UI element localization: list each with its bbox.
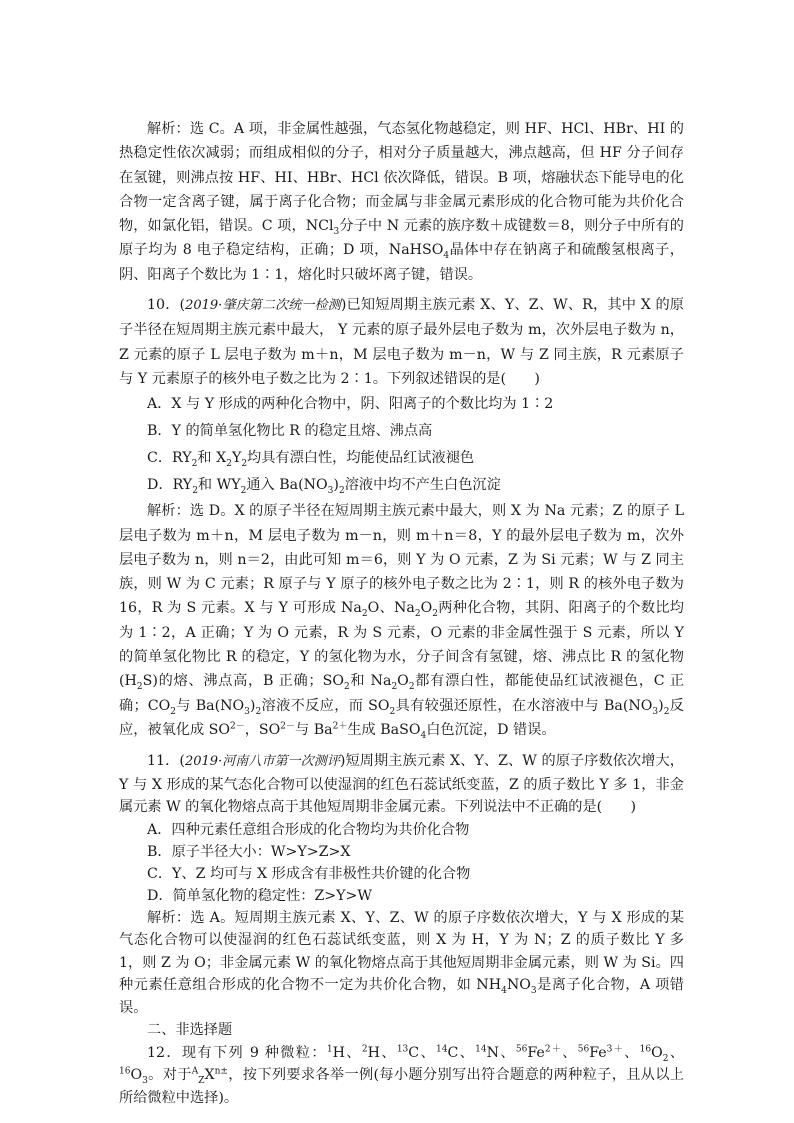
q10-stem: 10．(2019·肇庆第二次统一检测)已知短周期主族元素 X、Y、Z、W、R，其中 X 的原子半径在短周期主族元素中最大， Y 元素的原子最外层电子数为 m，次外层电子数为 n，Z 元素的原子 L 层电子数为 m＋n，M 层电子数为 m－n，W 与 Z 同主族，R 元素原子与 Y 元素原子的核外电子数之比为 2∶1。下列叙述错误的是( ) (119, 297, 684, 387)
q11-stem: 11．(2019·河南八市第一次测评)短周期主族元素 X、Y、Z、W 的原子序数依次增大，Y 与 X 形成的某气态化合物可以使湿润的红色石蕊试纸变蓝，Z 的质子数比 Y 多 1，非金属元素 W 的氧化物熔点高于其他短周期非金属元素。下列说法中不正确的是( ) (119, 753, 684, 816)
q10-option-b: B．Y 的简单氢化物比 R 的稳定且熔、沸点高 (147, 423, 433, 440)
q11-analysis: 解析：选 A。短周期主族元素 X、Y、Z、W 的原子序数依次增大，Y 与 X 形成的某气态化合物可以使湿润的红色石蕊试纸变蓝，则 X 为 H，Y 为 N；Z 的质子数比 Y 多 1，则 Z 为 O；非金属元素 W 的氧化物熔点高于其他短周期非金属元素，则 W 为 Si。四种元素任意组合形成的化合物不一定为共价化合物，如 $NH_4NO_3$是离子化合物，A 项错误。 (119, 909, 684, 1016)
q12-stem: 12．现有下列 9 种微粒：$^1$H、$^2$H、$^{13}$C、$^{14}$C、$^{14}$N、$^{56}Fe^{2+}$、$^{56}Fe^{3+}$、$^{16}O_2$、$^{16}O_3$。对于$^A_ZX^{n\pm}$，按下列要求各举一例(每小题分别写出符合题意的两种粒子，且从以上所给微粒中选择)。 (119, 1044, 684, 1106)
q11-option-d: D．简单氢化物的稳定性：Z>Y>W (147, 887, 373, 904)
q10-source: 2019·肇庆第二次统一检测 (185, 298, 341, 314)
q9-analysis: 解析：选 C。A 项，非金属性越强，气态氢化物越稳定，则 HF、HCl、HBr、HI 的热稳定性依次减弱；而组成相似的分子，相对分子质量越大，沸点越高，但 HF 分子间存在氢键，则沸点按 HF、HI、HBr、HCl 依次降低，错误。B 项，熔融状态下能导电的化合物一定含离子键，属于离子化合物；而金属与非金属元素形成的化合物可能为共价化合物，如氯化铝，错误。C 项，NCl$_3$分子中 N 元素的族序数＋成键数＝8，则分子中所有的原子均为 8 电子稳定结构，正确；D 项，NaHSO$_4$晶体中存在钠离子和硫酸氢根离子，阴、阳离子个数比为 1∶1，熔化时只破坏离子键，错误。 (119, 121, 684, 283)
q10-option-a: A．X 与 Y 形成的两种化合物中，阴、阳离子的个数比均为 1∶2 (147, 396, 554, 413)
q11-option-c: C．Y、Z 均可与 X 形成含有非极性共价键的化合物 (147, 865, 471, 882)
q11-source: 2019·河南八市第一次测评 (184, 754, 340, 770)
q10-option-d: D．$RY_2$和 $WY_2$通入 $Ba(NO_3)_2$溶液中均不产生白色沉淀 (147, 477, 501, 497)
q11-option-a: A．四种元素任意组合形成的化合物均为共价化合物 (147, 821, 470, 838)
q11-option-b: B．原子半径大小：W>Y>Z>X (147, 843, 351, 860)
q10-option-c: C．$RY_2$和 $X_2Y_2$均具有漂白性，均能使品红试液褪色 (147, 450, 475, 470)
q10-analysis: 解析：选 D。X 的原子半径在短周期主族元素中最大，则 X 为 Na 元素；Z 的原子 L 层电子数为 m＋n，M 层电子数为 m－n，则 m＋n＝8，Y 的最外层电子数为 m，次外层电子数为 n，则 n＝2，由此可知 m＝6，则 Y 为 O 元素，Z 为 Si 元素；W 与 Z 同主族，则 W 为 C 元素；R 原子与 Y 原子的核外电子数之比为 2∶1，则 R 的核外电子数为 16，R 为 S 元素。X 与 Y 可形成 $Na_2O$、$Na_2O_2$两种化合物，其阴、阳离子的个数比均为 1∶2，A 正确；Y 为 O 元素，R 为 S 元素，O 元素的非金属性强于 S 元素，所以 Y 的简单氢化物比 R 的稳定，Y 的氢化物为水，分子间含有氢键，熔、沸点比 R 的氢化物$(H_2S)$的熔、沸点高，B 正确；$SO_2$和 $Na_2O_2$都有漂白性，都能使品红试液褪色，C 正确；$CO_2$与 $Ba(NO_3)_2$溶液不反应，而 $SO_2$具有较强还原性，在水溶液中与 $Ba(NO_3)_2$反应，被氧化成 $SO^{2-}$，$SO^{2-}$与 $Ba^{2+}$生成 BaSO$_4$白色沉淀，D 错误。 (119, 503, 685, 741)
section-heading: 二、非选择题 (147, 1022, 233, 1039)
